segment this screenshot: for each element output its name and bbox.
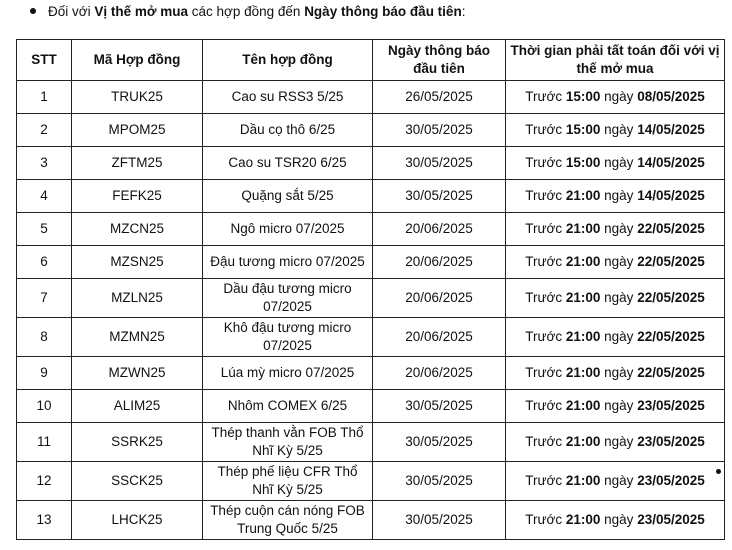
cell-settlement-deadline — [506, 147, 725, 180]
deadline-date: 23/05/2025 — [637, 434, 705, 449]
deadline-time: 21:00 — [565, 398, 601, 413]
intro-suffix: : — [461, 4, 466, 19]
deadline-prefix: Trước — [525, 155, 566, 170]
cell-first-notice-day: 30/05/2025 — [373, 501, 506, 540]
table-row — [17, 81, 725, 114]
deadline-day-word: ngày — [600, 155, 638, 170]
deadline-prefix: Trước — [525, 221, 566, 236]
deadline-time: 15:00 — [565, 89, 601, 104]
cell-name: Cao su TSR20 6/25 — [203, 147, 373, 180]
cell-stt: 10 — [17, 390, 72, 423]
cell-stt: 9 — [17, 357, 72, 390]
cell-stt: 11 — [17, 423, 72, 462]
cell-code: MZSN25 — [72, 246, 203, 279]
deadline-date: 08/05/2025 — [637, 89, 705, 104]
deadline-time: 15:00 — [565, 122, 601, 137]
cell-code: SSRK25 — [72, 423, 203, 462]
table-row — [17, 246, 725, 279]
cell-settlement-deadline — [506, 501, 725, 540]
cell-stt: 4 — [17, 180, 72, 213]
cell-first-notice-day: 30/05/2025 — [373, 462, 506, 501]
deadline-prefix: Trước — [525, 290, 566, 305]
cell-name: Cao su RSS3 5/25 — [203, 81, 373, 114]
cell-name: Thép phế liệu CFR Thổ Nhĩ Kỳ 5/25 — [203, 462, 373, 501]
intro-position: Vị thế mở mua — [94, 4, 188, 19]
intro-notice: Ngày thông báo đầu tiên — [304, 4, 462, 19]
cell-name: Quặng sắt 5/25 — [203, 180, 373, 213]
header-stt: STT — [17, 40, 72, 81]
cell-first-notice-day: 30/05/2025 — [373, 147, 506, 180]
deadline-prefix: Trước — [525, 89, 566, 104]
deadline-date: 23/05/2025 — [637, 512, 705, 527]
cell-code: MZMN25 — [72, 318, 203, 357]
cell-first-notice-day: 30/05/2025 — [373, 114, 506, 147]
deadline-prefix: Trước — [525, 122, 566, 137]
deadline-prefix: Trước — [525, 329, 566, 344]
deadline-prefix: Trước — [525, 473, 566, 488]
cell-code: ALIM25 — [72, 390, 203, 423]
deadline-date: 22/05/2025 — [637, 365, 705, 380]
deadline-date: 23/05/2025 — [637, 473, 705, 488]
cell-settlement-deadline — [506, 390, 725, 423]
cell-first-notice-day: 20/06/2025 — [373, 279, 506, 318]
table-row — [17, 318, 725, 357]
cell-first-notice-day: 20/06/2025 — [373, 357, 506, 390]
deadline-time: 21:00 — [565, 512, 601, 527]
deadline-day-word: ngày — [600, 122, 638, 137]
cell-stt: 1 — [17, 81, 72, 114]
table-header-row — [17, 40, 725, 81]
cell-code: ZFTM25 — [72, 147, 203, 180]
deadline-date: 23/05/2025 — [637, 398, 705, 413]
deadline-day-word: ngày — [600, 512, 638, 527]
deadline-time: 21:00 — [565, 473, 601, 488]
deadline-day-word: ngày — [600, 473, 638, 488]
cell-stt: 3 — [17, 147, 72, 180]
cell-code: LHCK25 — [72, 501, 203, 540]
intro-middle: các hợp đồng đến — [188, 4, 305, 19]
deadline-day-word: ngày — [600, 254, 638, 269]
header-name: Tên hợp đồng — [203, 40, 373, 81]
cell-name: Nhôm COMEX 6/25 — [203, 390, 373, 423]
header-settlement-deadline: Thời gian phải tất toán đối với vị thế mở mua — [506, 40, 725, 81]
cell-settlement-deadline — [506, 180, 725, 213]
deadline-date: 14/05/2025 — [637, 155, 705, 170]
deadline-day-word: ngày — [600, 365, 638, 380]
deadline-date: 22/05/2025 — [637, 254, 705, 269]
deadline-time: 21:00 — [565, 221, 601, 236]
deadline-prefix: Trước — [525, 512, 566, 527]
cell-stt: 2 — [17, 114, 72, 147]
deadline-day-word: ngày — [600, 290, 638, 305]
deadline-date: 22/05/2025 — [637, 329, 705, 344]
cell-code: MPOM25 — [72, 114, 203, 147]
cell-first-notice-day: 20/06/2025 — [373, 213, 506, 246]
deadline-date: 14/05/2025 — [637, 122, 705, 137]
cell-name: Đậu tương micro 07/2025 — [203, 246, 373, 279]
table-row — [17, 462, 725, 501]
deadline-prefix: Trước — [525, 365, 566, 380]
cell-name: Thép thanh vằn FOB Thổ Nhĩ Kỳ 5/25 — [203, 423, 373, 462]
cell-stt: 5 — [17, 213, 72, 246]
cell-settlement-deadline — [506, 357, 725, 390]
cell-name: Khô đậu tương micro 07/2025 — [203, 318, 373, 357]
cell-first-notice-day: 30/05/2025 — [373, 390, 506, 423]
table-row — [17, 213, 725, 246]
cell-stt: 7 — [17, 279, 72, 318]
cell-code: MZCN25 — [72, 213, 203, 246]
deadline-time: 21:00 — [565, 329, 601, 344]
cell-settlement-deadline — [506, 114, 725, 147]
deadline-time: 21:00 — [565, 434, 601, 449]
deadline-day-word: ngày — [600, 89, 638, 104]
header-code: Mã Hợp đồng — [72, 40, 203, 81]
table-row — [17, 501, 725, 540]
deadline-time: 21:00 — [565, 188, 601, 203]
deadline-prefix: Trước — [525, 398, 566, 413]
cell-settlement-deadline — [506, 462, 725, 501]
cell-code: MZWN25 — [72, 357, 203, 390]
deadline-prefix: Trước — [525, 188, 566, 203]
cell-first-notice-day: 20/06/2025 — [373, 246, 506, 279]
cell-settlement-deadline — [506, 81, 725, 114]
deadline-day-word: ngày — [600, 188, 638, 203]
table-row — [17, 357, 725, 390]
cell-stt: 12 — [17, 462, 72, 501]
contracts-table — [16, 39, 725, 540]
deadline-prefix: Trước — [525, 434, 566, 449]
cell-code: MZLN25 — [72, 279, 203, 318]
intro-prefix: Đối với — [48, 4, 95, 19]
header-first-notice-day: Ngày thông báo đầu tiên — [373, 40, 506, 81]
table-row — [17, 114, 725, 147]
cell-code: FEFK25 — [72, 180, 203, 213]
table-row — [17, 423, 725, 462]
cell-name: Dầu cọ thô 6/25 — [203, 114, 373, 147]
stray-dot — [716, 469, 721, 474]
cell-settlement-deadline — [506, 423, 725, 462]
cell-name: Lúa mỳ micro 07/2025 — [203, 357, 373, 390]
cell-name: Ngô micro 07/2025 — [203, 213, 373, 246]
deadline-time: 21:00 — [565, 254, 601, 269]
cell-stt: 8 — [17, 318, 72, 357]
table-row — [17, 180, 725, 213]
deadline-day-word: ngày — [600, 329, 638, 344]
cell-first-notice-day: 26/05/2025 — [373, 81, 506, 114]
cell-first-notice-day: 20/06/2025 — [373, 318, 506, 357]
deadline-date: 22/05/2025 — [637, 290, 705, 305]
deadline-time: 15:00 — [565, 155, 601, 170]
table-row — [17, 390, 725, 423]
cell-code: TRUK25 — [72, 81, 203, 114]
cell-name: Thép cuộn cán nóng FOB Trung Quốc 5/25 — [203, 501, 373, 540]
cell-first-notice-day: 30/05/2025 — [373, 423, 506, 462]
bullet-icon — [30, 8, 36, 14]
deadline-date: 14/05/2025 — [637, 188, 705, 203]
deadline-prefix: Trước — [525, 254, 566, 269]
table-row — [17, 279, 725, 318]
deadline-day-word: ngày — [600, 221, 638, 236]
deadline-date: 22/05/2025 — [637, 221, 705, 236]
cell-settlement-deadline — [506, 318, 725, 357]
deadline-day-word: ngày — [600, 398, 638, 413]
table-row — [17, 147, 725, 180]
cell-code: SSCK25 — [72, 462, 203, 501]
cell-settlement-deadline — [506, 279, 725, 318]
deadline-time: 21:00 — [565, 290, 601, 305]
cell-stt: 6 — [17, 246, 72, 279]
intro-line — [30, 2, 465, 22]
cell-name: Dầu đậu tương micro 07/2025 — [203, 279, 373, 318]
deadline-time: 21:00 — [565, 365, 601, 380]
deadline-day-word: ngày — [600, 434, 638, 449]
cell-first-notice-day: 30/05/2025 — [373, 180, 506, 213]
cell-settlement-deadline — [506, 246, 725, 279]
cell-settlement-deadline — [506, 213, 725, 246]
cell-stt: 13 — [17, 501, 72, 540]
